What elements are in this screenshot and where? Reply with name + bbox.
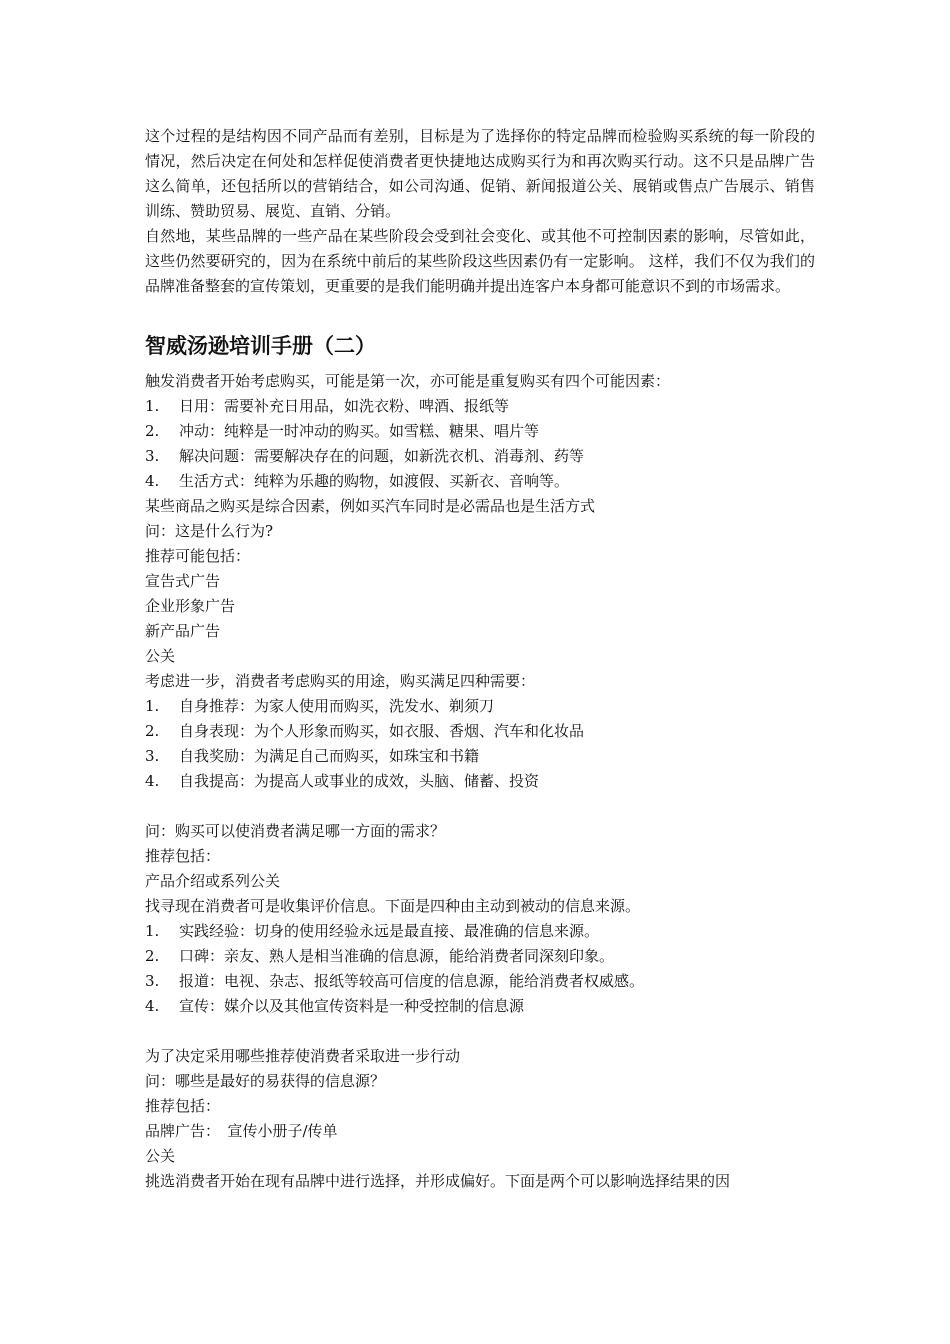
text-line: 推荐可能包括： <box>145 547 251 565</box>
text-line: 公关 <box>145 1147 176 1165</box>
question-line: 问：购买可以使消费者满足哪一方面的需求？ <box>145 822 446 840</box>
list-item: 4. 生活方式：纯粹为乐趣的购物，如渡假、买新衣、音响等。 <box>145 472 570 490</box>
text-line: 新产品广告 <box>145 622 221 640</box>
search-intro: 找寻现在消费者可是收集评价信息。下面是四种由主动到被动的信息来源。 <box>145 897 641 915</box>
list-item: 2. 口碑：亲友、熟人是相当准确的信息源，能给消费者同深刻印象。 <box>145 947 615 965</box>
text-line: 某些商品之购买是综合因素，例如买汽车同时是必需品也是生活方式 <box>145 497 596 515</box>
document-page <box>145 124 815 1194</box>
text-line: 为了决定采用哪些推荐使消费者采取进一步行动 <box>145 1047 461 1065</box>
list-item: 3. 自我奖励：为满足自己而购买，如珠宝和书籍 <box>145 747 480 765</box>
question-line: 问：这是什么行为? <box>145 522 274 540</box>
list-item: 4. 宣传：媒介以及其他宣传资料是一种受控制的信息源 <box>145 997 525 1015</box>
question-line: 问：哪些是最好的易获得的信息源？ <box>145 1072 386 1090</box>
blank-line <box>145 1019 815 1044</box>
text-line: 企业形象广告 <box>145 597 236 615</box>
text-line: 推荐包括： <box>145 847 221 865</box>
text-line: 推荐包括： <box>145 1097 221 1115</box>
section-heading: 智威汤逊培训手册（二） <box>145 334 376 358</box>
trigger-intro: 触发消费者开始考虑购买，可能是第一次，亦可能是重复购买有四个可能因素： <box>145 372 671 390</box>
text-line: 宣告式广告 <box>145 572 221 590</box>
list-item: 2. 自身表现：为个人形象而购买，如衣服、香烟、汽车和化妆品 <box>145 722 585 740</box>
text-line: 品牌广告： 宣传小册子/传单 <box>145 1122 338 1140</box>
list-item: 1. 日用：需要补充日用品，如洗衣粉、啤酒、报纸等 <box>145 397 510 415</box>
intro-paragraph-1: 这个过程的是结构因不同产品而有差别，目标是为了选择你的特定品牌而检验购买系统的每一阶段的情况，然后决定在何处和怎样促使消费者更快捷地达成购买行为和再次购买行动。这不只是品牌广告这么简单，还包括所以的营销结合，如公司沟通、促销、新闻报道公关、展销或售点广告展示、销售训练、赞助贸易、展览、直销、分销。 <box>145 127 815 220</box>
list-item: 3. 报道：电视、杂志、报纸等较高可信度的信息源，能给消费者权威感。 <box>145 972 645 990</box>
blank-line <box>145 794 815 819</box>
list-item: 4. 自我提高：为提高人或事业的成效，头脑、储蓄、投资 <box>145 772 540 790</box>
list-item: 1. 实践经验：切身的使用经验永远是最直接、最准确的信息来源。 <box>145 922 600 940</box>
consider-intro: 考虑进一步，消费者考虑购买的用途，购买满足四种需要： <box>145 672 536 690</box>
list-item: 2. 冲动：纯粹是一时冲动的购买。如雪糕、糖果、唱片等 <box>145 422 540 440</box>
text-line: 挑选消费者开始在现有品牌中进行选择，并形成偏好。下面是两个可以影响选择结果的因 <box>145 1172 731 1190</box>
text-line: 产品介绍或系列公关 <box>145 872 281 890</box>
text-line: 公关 <box>145 647 176 665</box>
intro-paragraph-2: 自然地，某些品牌的一些产品在某些阶段会受到社会变化、或其他不可控制因素的影响，尽管如此，这些仍然要研究的，因为在系统中前后的某些阶段这些因素仍有一定影响。 这样，我们不仅为我们的品牌准备整套的宣传策划，更重要的是我们能明确并提出连客户本身都可能意识不到的市场需求。 <box>145 227 815 295</box>
list-item: 3. 解决问题：需要解决存在的问题，如新洗衣机、消毒剂、药等 <box>145 447 585 465</box>
list-item: 1. 自身推荐：为家人使用而购买，洗发水、剃须刀 <box>145 697 495 715</box>
